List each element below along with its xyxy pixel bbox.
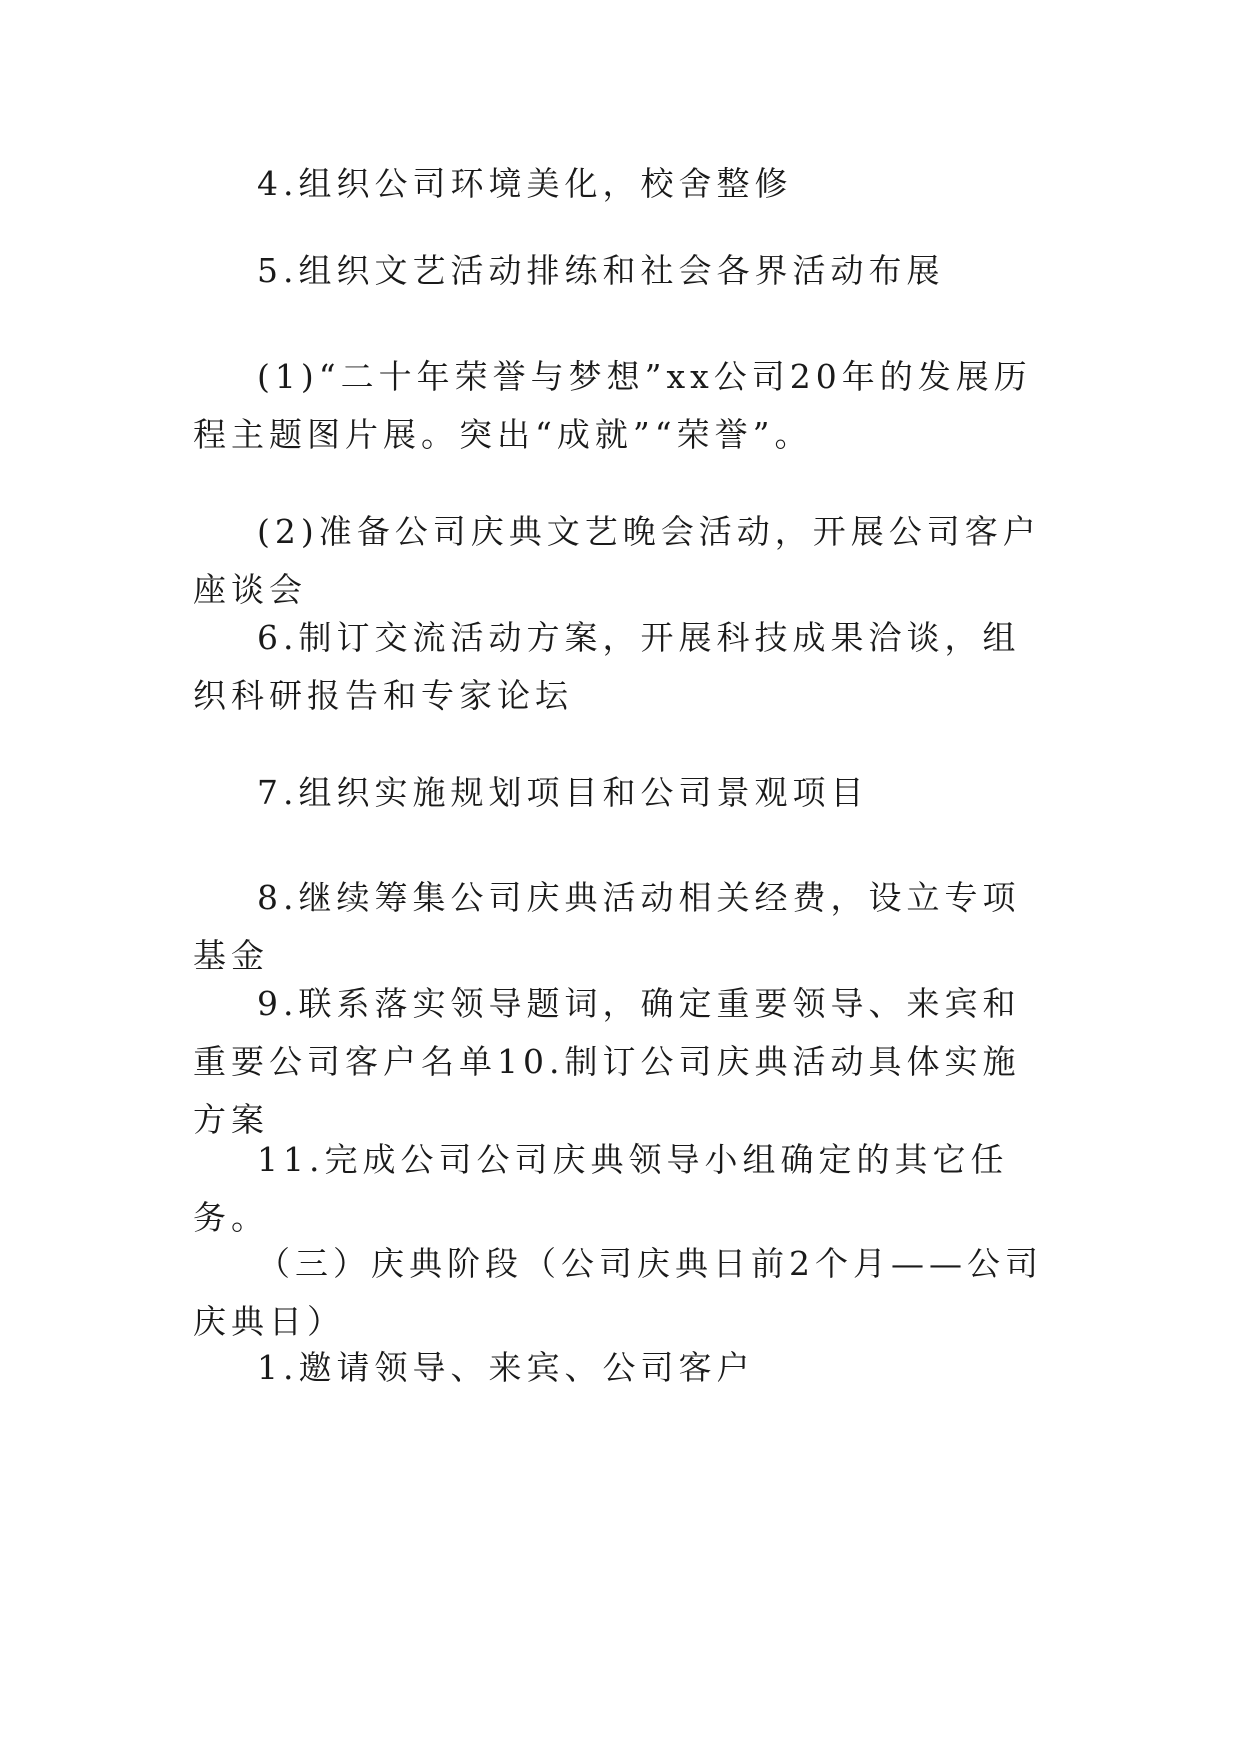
paragraph-item-9-10: 9.联系落实领导题词，确定重要领导、来宾和重要公司客户名单10.制订公司庆典活动具体实施方案 (193, 984, 1021, 1139)
section-heading-stage-3: （三）庆典阶段（公司庆典日前2个月——公司庆典日） (193, 1244, 1043, 1341)
paragraph-item-6: 6.制订交流活动方案，开展科技成果洽谈，组织科研报告和专家论坛 (193, 618, 1021, 715)
paragraph-item-8: 8.继续筹集公司庆典活动相关经费，设立专项基金 (193, 878, 1021, 975)
paragraph-stage3-item-1: 1.邀请领导、来宾、公司客户 (257, 1348, 755, 1387)
paragraph-item-11: 11.完成公司公司庆典领导小组确定的其它任务。 (193, 1140, 1009, 1237)
paragraph-item-4: 4.组织公司环境美化，校舍整修 (257, 164, 793, 203)
paragraph-subitem-1: (1)“二十年荣誉与梦想”xx公司20年的发展历程主题图片展。突出“成就”“荣誉”。 (193, 357, 1032, 454)
paragraph-item-5: 5.组织文艺活动排练和社会各界活动布展 (257, 251, 945, 290)
paragraph-item-7: 7.组织实施规划项目和公司景观项目 (257, 773, 869, 812)
paragraph-subitem-2: (2)准备公司庆典文艺晚会活动，开展公司客户座谈会 (193, 512, 1041, 609)
